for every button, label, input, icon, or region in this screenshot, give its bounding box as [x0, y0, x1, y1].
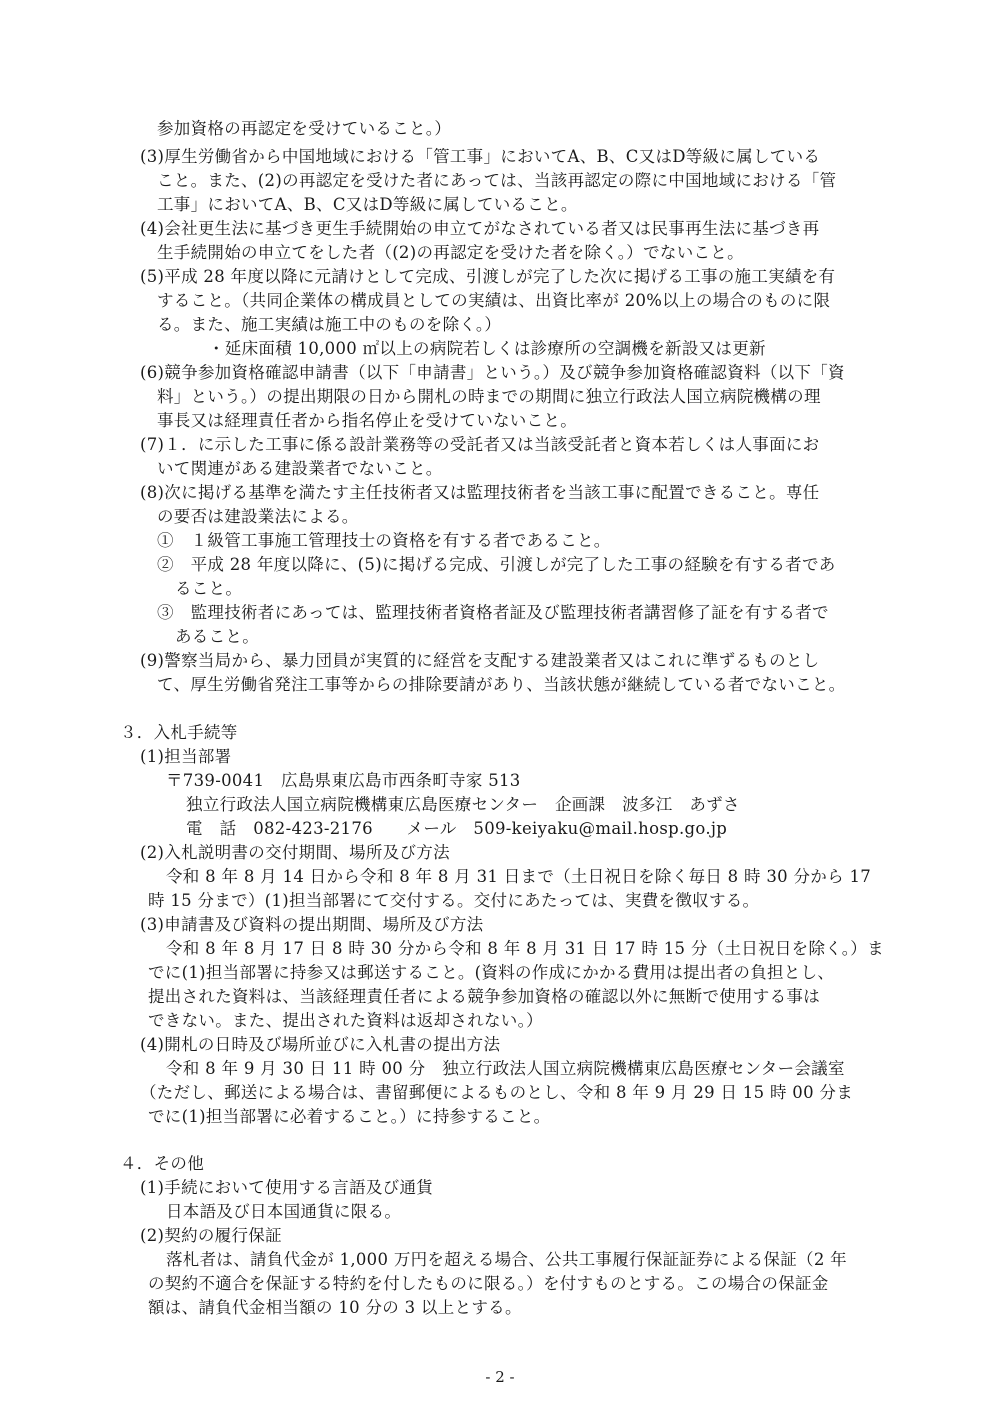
text-line: る。また、施工実績は施工中のものを除く。）: [157, 315, 502, 334]
text-line: ③ 監理技術者にあっては、監理技術者資格者証及び監理技術者講習修了証を有する者で: [157, 603, 829, 622]
text-line: (2)入札説明書の交付期間、場所及び方法: [140, 843, 450, 862]
text-line: 提出された資料は、当該経理責任者による競争参加資格の確認以外に無断で使用する事は: [148, 987, 820, 1006]
text-line: ること。: [175, 579, 243, 598]
text-line: (1)担当部署: [140, 747, 232, 766]
text-line: 日本語及び日本国通貨に限る。: [166, 1202, 402, 1221]
text-line: あること。: [175, 627, 259, 646]
text-line: いて関連がある建設業者でないこと。: [157, 459, 443, 478]
text-line: でに(1)担当部署に持参又は郵送すること。(資料の作成にかかる費用は提出者の負担とし、: [148, 963, 835, 982]
text-line: 令和 8 年 8 月 14 日から令和 8 年 8 月 31 日まで（土日祝日を除く毎日 8 時 30 分から 17: [166, 867, 872, 886]
text-line: でに(1)担当部署に必着すること。）に持参すること。: [148, 1107, 551, 1126]
text-line: (8)次に掲げる基準を満たす主任技術者又は監理技術者を当該工事に配置できること。専任: [140, 483, 820, 502]
text-line: 工事」においてA、B、C又はD等級に属していること。: [157, 195, 578, 214]
text-line: 料」という。）の提出期限の日から開札の時までの期間に独立行政法人国立病院機構の理: [157, 387, 821, 406]
text-line: (6)競争参加資格確認申請書（以下「申請書」という。）及び競争参加資格確認資料（以下「資: [140, 363, 845, 382]
text-line: (5)平成 28 年度以降に元請けとして完成、引渡しが完了した次に掲げる工事の施工実績を有: [140, 267, 836, 286]
text-line: ① １級管工事施工管理技士の資格を有する者であること。: [157, 531, 611, 550]
section-heading: ４．その他: [120, 1154, 204, 1173]
text-line: 電 話 082-423-2176 メール 509-keiyaku@mail.hosp.go.jp: [186, 819, 728, 838]
text-line: (3)厚生労働省から中国地域における「管工事」においてA、B、C又はD等級に属している: [140, 147, 821, 166]
text-line: できない。また、提出された資料は返却されない。）: [148, 1011, 543, 1030]
text-line: こと。また、(2)の再認定を受けた者にあっては、当該再認定の際に中国地域における「管: [157, 171, 837, 190]
text-line: 令和 8 年 8 月 17 日 8 時 30 分から令和 8 年 8 月 31 日 17 時 15 分（土日祝日を除く。）ま: [166, 939, 884, 958]
text-line: 時 15 分まで）(1)担当部署にて交付する。交付にあたっては、実費を徴収する。: [148, 891, 760, 910]
text-line: (3)申請書及び資料の提出期間、場所及び方法: [140, 915, 484, 934]
text-line: の要否は建設業法による。: [157, 507, 359, 526]
text-line: 額は、請負代金相当額の 10 分の 3 以上とする。: [148, 1298, 522, 1317]
section-heading: ３．入札手続等: [120, 723, 238, 742]
text-line: （ただし、郵送による場合は、書留郵便によるものとし、令和 8 年 9 月 29 日 15 時 00 分ま: [140, 1083, 854, 1102]
text-line: て、厚生労働省発注工事等からの排除要請があり、当該状態が継続している者でないこと。: [157, 675, 846, 694]
text-line: すること。（共同企業体の構成員としての実績は、出資比率が 20%以上の場合のものに限: [157, 291, 831, 310]
text-line: 独立行政法人国立病院機構東広島医療センター 企画課 波多江 あずさ: [186, 795, 740, 814]
text-line: の契約不適合を保証する特約を付したものに限る。）を付すものとする。この場合の保証金: [148, 1274, 829, 1293]
text-line: (4)会社更生法に基づき更生手続開始の申立てがなされている者又は民事再生法に基づき再: [140, 219, 820, 238]
text-line: ・延床面積 10,000 ㎡以上の病院若しくは診療所の空調機を新設又は更新: [208, 339, 766, 358]
text-line: 参加資格の再認定を受けていること。）: [157, 119, 452, 138]
text-line: (9)警察当局から、暴力団員が実質的に経営を支配する建設業者又はこれに準ずるものとし: [140, 651, 820, 670]
text-line: (1)手続において使用する言語及び通貨: [140, 1178, 434, 1197]
text-line: (2)契約の履行保証: [140, 1226, 282, 1245]
text-line: 生手続開始の申立てをした者（(2)の再認定を受けた者を除く。）でないこと。: [157, 243, 744, 262]
text-line: (4)開札の日時及び場所並びに入札書の提出方法: [140, 1035, 501, 1054]
text-line: ② 平成 28 年度以降に、(5)に掲げる完成、引渡しが完了した工事の経験を有する者であ: [157, 555, 836, 574]
text-line: (7)１．に示した工事に係る設計業務等の受託者又は当該受託者と資本若しくは人事面にお: [140, 435, 820, 454]
page-number: - 2 -: [485, 1368, 515, 1386]
text-line: 落札者は、請負代金が 1,000 万円を超える場合、公共工事履行保証証券による保証（2 年: [166, 1250, 847, 1269]
text-line: 令和 8 年 9 月 30 日 11 時 00 分 独立行政法人国立病院機構東広島医療センター会議室: [166, 1059, 845, 1078]
text-line: 〒739-0041 広島県東広島市西条町寺家 513: [166, 771, 521, 790]
text-line: 事長又は経理責任者から指名停止を受けていないこと。: [157, 411, 577, 430]
